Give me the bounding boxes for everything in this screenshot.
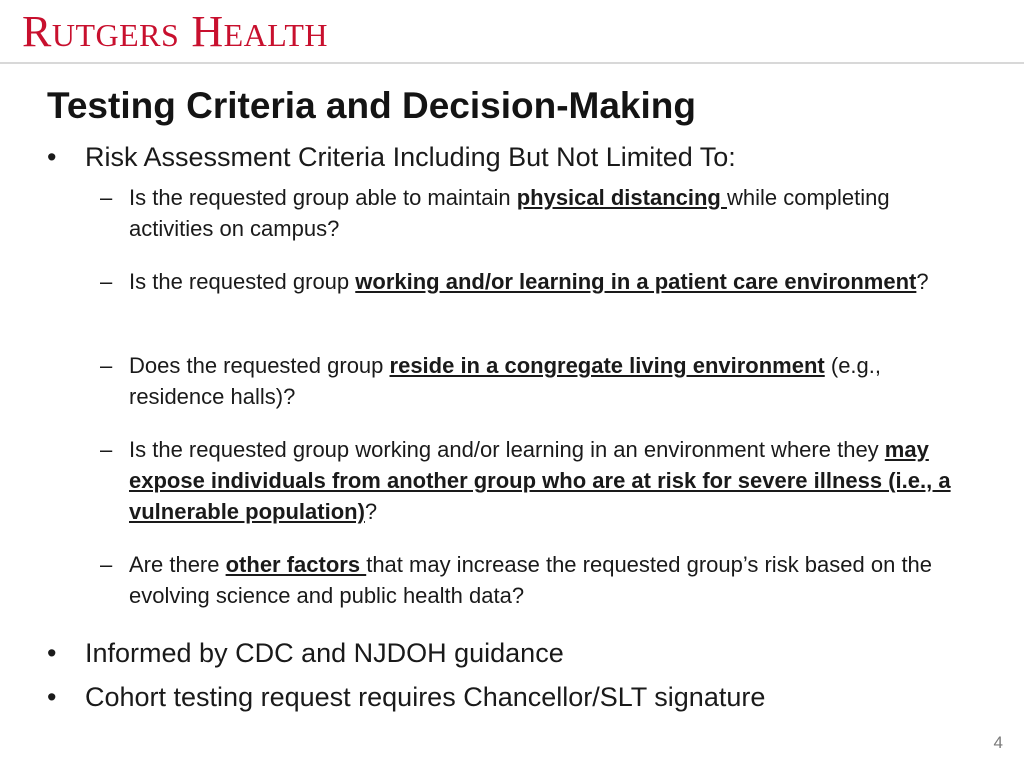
bullet-marker: • — [47, 638, 57, 668]
main-bullet-3 — [47, 680, 765, 714]
main-bullet-text: Cohort testing request requires Chancellor/SLT signature — [85, 682, 766, 712]
sub-item-3: – Does the requested group reside in a congregate living environment (e.g., residence halls)? — [100, 350, 970, 412]
slide-title: Testing Criteria and Decision-Making — [47, 85, 696, 126]
main-bullet-1 — [47, 140, 736, 174]
sub-item-4: – Is the requested group working and/or learning in an environment where they may expose individuals from another group who are at risk for severe illness (i.e., a vulnerable population)? — [100, 434, 970, 527]
dash-marker: – — [100, 552, 113, 577]
rutgers-health-logo: RUTGERS HEALTH — [22, 7, 329, 56]
emphasis-text: other factors — [225, 552, 367, 577]
main-bullet-text: Informed by CDC and NJDOH guidance — [85, 638, 564, 668]
bullet-marker: • — [47, 142, 57, 172]
bullet-marker: • — [47, 682, 57, 712]
sub-item-5: – Are there other factors that may increase the requested group’s risk based on the evolving science and public health data? — [100, 549, 970, 611]
main-bullet-text: Risk Assessment Criteria Including But Not Limited To: — [85, 142, 736, 172]
dash-marker: – — [100, 185, 113, 210]
dash-marker: – — [100, 353, 113, 378]
header-divider — [0, 62, 1024, 64]
main-bullet-2 — [47, 636, 564, 670]
emphasis-text: working and/or learning in a patient care environment — [355, 269, 917, 294]
dash-marker: – — [100, 269, 113, 294]
sub-item-2: – Is the requested group working and/or learning in a patient care environment? — [100, 266, 970, 297]
emphasis-text: reside in a congregate living environment — [389, 353, 825, 378]
sub-item-1: – Is the requested group able to maintain physical distancing while completing activities on campus? — [100, 182, 970, 244]
page-number: 4 — [993, 733, 1003, 752]
emphasis-text: physical distancing — [516, 185, 727, 210]
emphasis-text: may expose individuals from another group who are at risk for severe illness (i.e., a vulnerable population) — [129, 437, 951, 524]
dash-marker: – — [100, 437, 113, 462]
